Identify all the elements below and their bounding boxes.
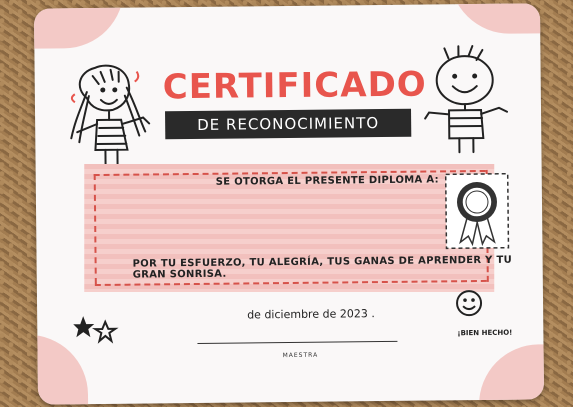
subtitle-banner	[165, 109, 411, 140]
signature-label: MAESTRA	[282, 351, 319, 360]
certificate-card	[34, 3, 544, 404]
praise-label: ¡BIEN HECHO!	[457, 328, 513, 338]
diploma-intro: SE OTORGA EL PRESENTE DIPLOMA A:	[215, 174, 439, 188]
certificate-subtitle: DE RECONOCIMIENTO	[197, 114, 380, 134]
signature-line	[197, 341, 397, 344]
award-ribbon-icon	[442, 172, 513, 253]
smiley-icon	[455, 289, 483, 317]
date-line: de diciembre de 2023 .	[247, 307, 375, 322]
corner-blob-bottom-right	[478, 344, 544, 405]
diploma-reason: POR TU ESFUERZO, TU ALEGRÍA, TUS GANAS DE APRENDER Y TU GRAN SONRISA.	[132, 254, 513, 281]
girl-doodle-icon	[64, 57, 165, 168]
corner-blob-top-right	[450, 3, 544, 34]
certificate-title: CERTIFICADO	[162, 64, 427, 108]
stars-doodle-icon	[73, 314, 123, 345]
corner-blob-top-left	[34, 3, 124, 49]
boy-doodle-icon	[418, 46, 519, 157]
corner-blob-bottom-left	[34, 334, 88, 405]
